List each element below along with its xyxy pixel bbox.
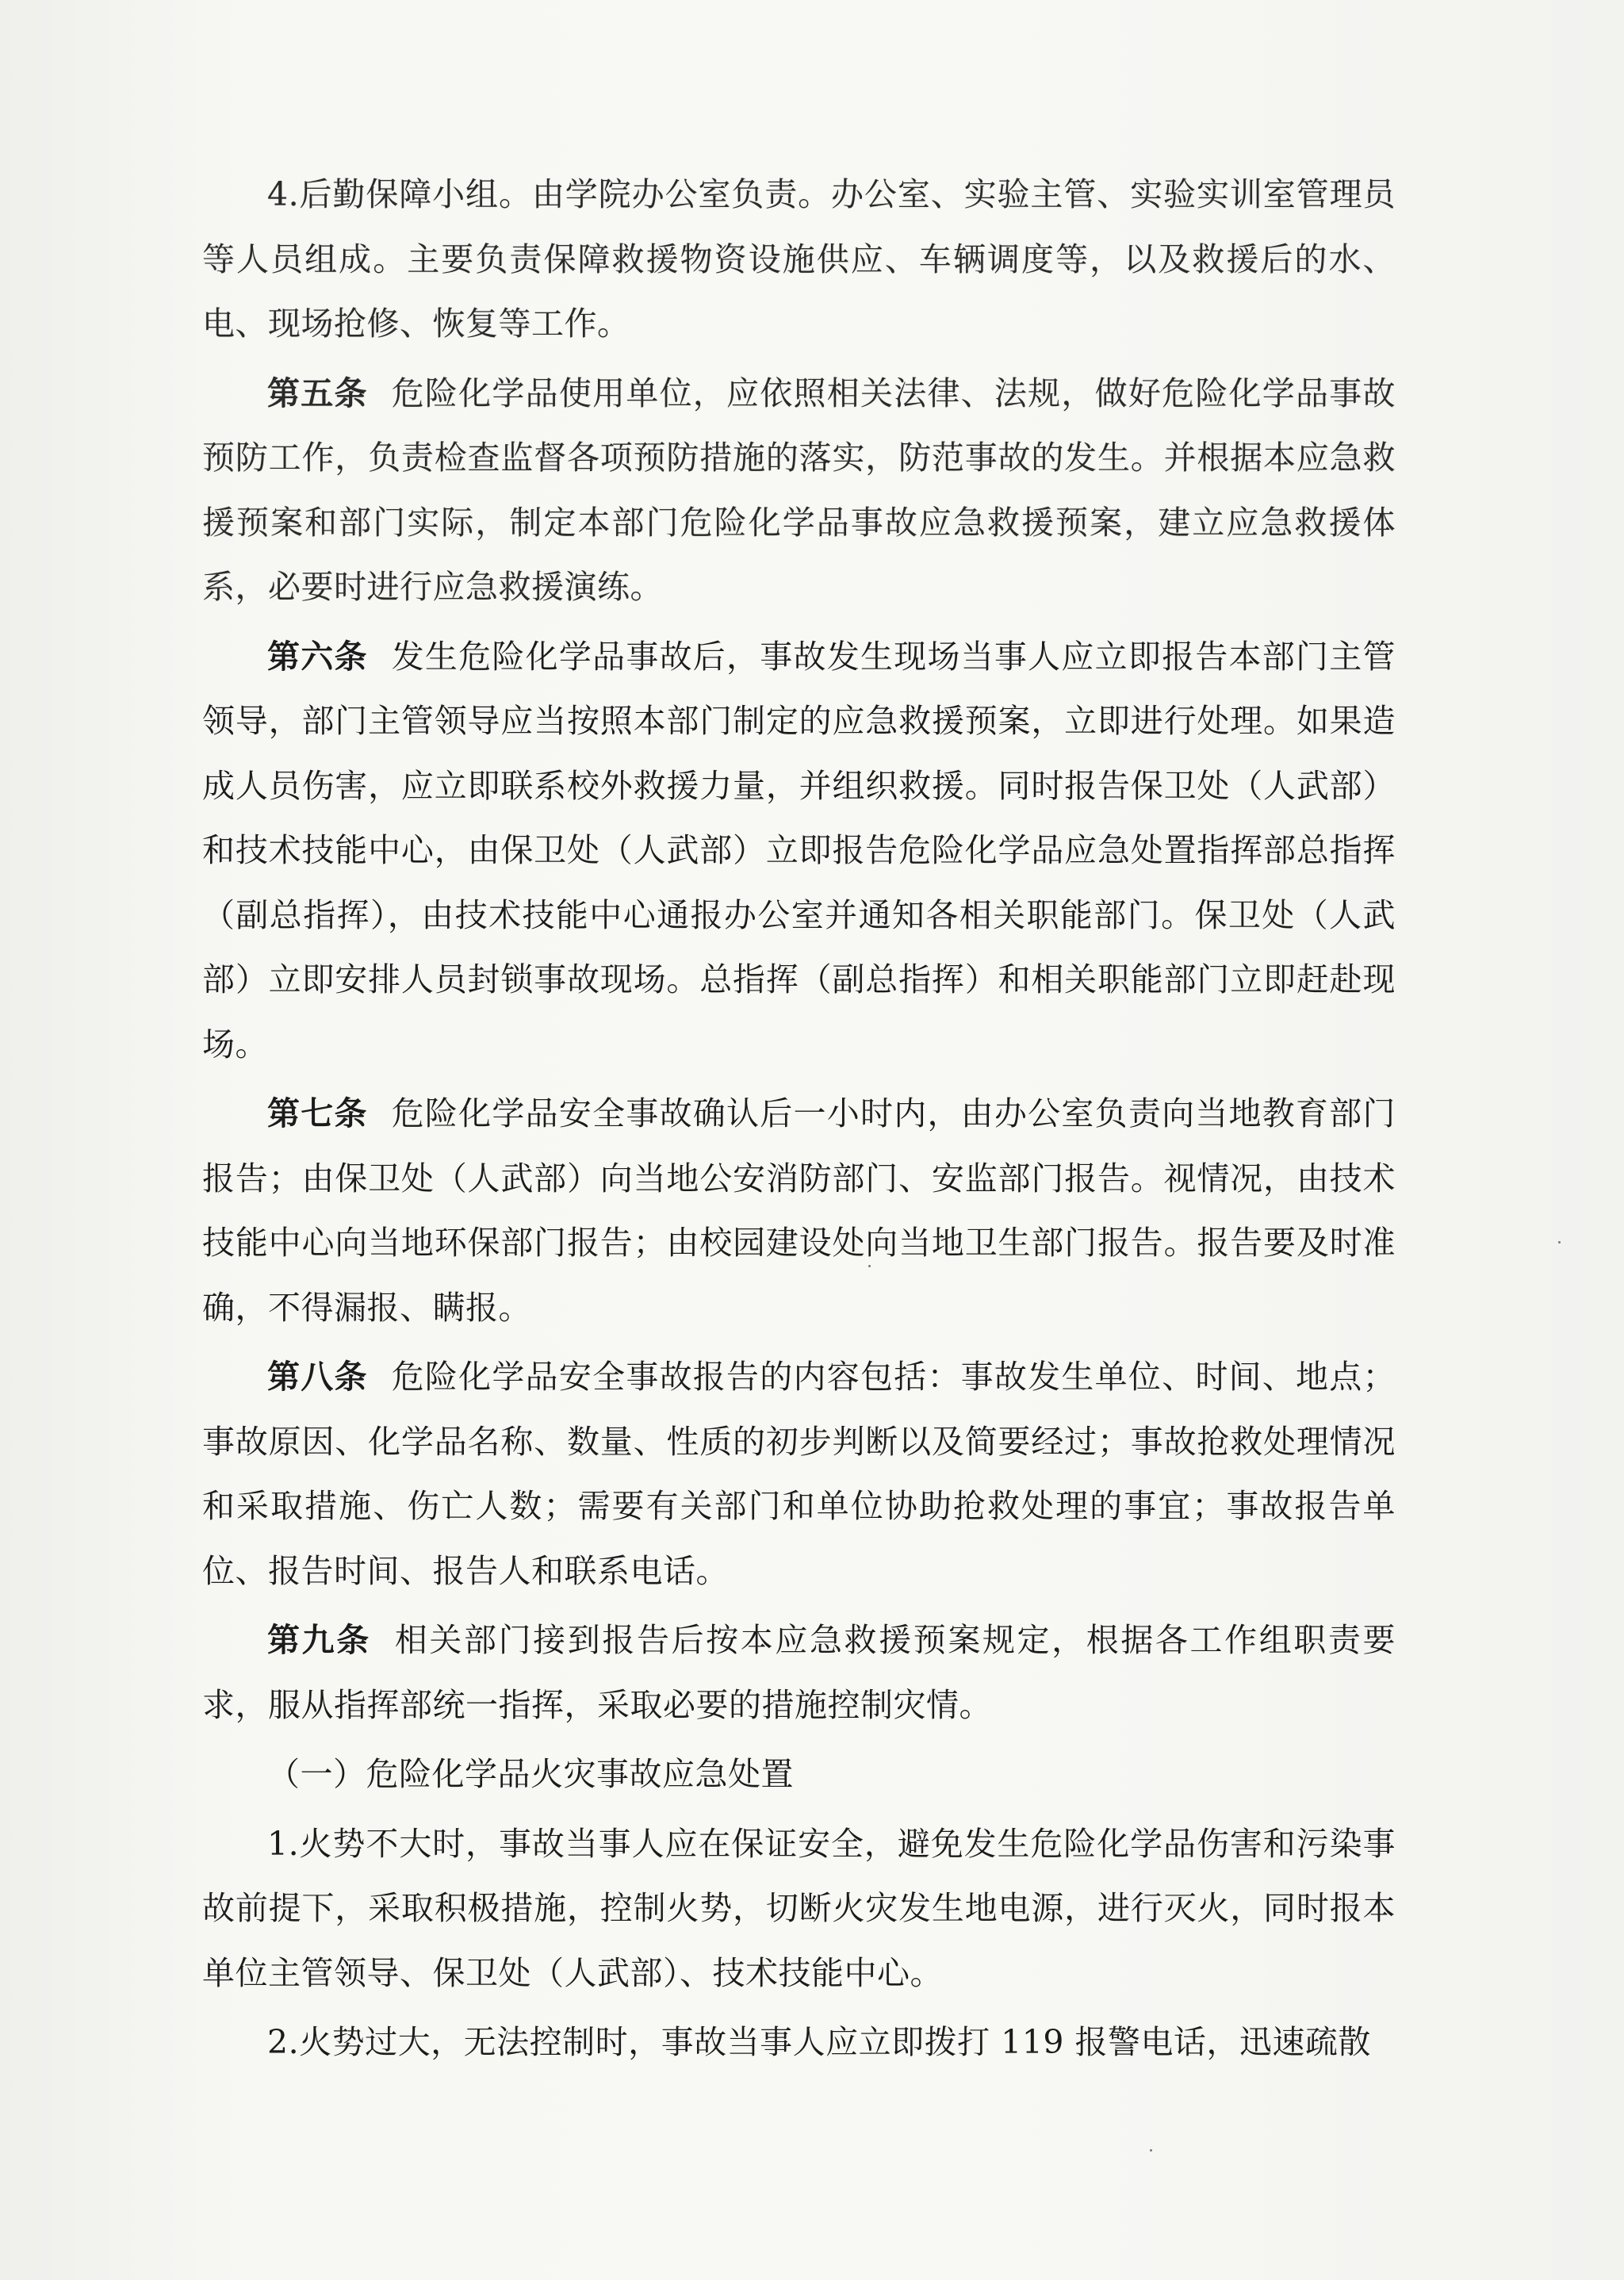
article-heading: 第六条 bbox=[267, 637, 368, 676]
section-title: （一）危险化学品火灾事故应急处置 bbox=[267, 1755, 794, 1793]
article-7 bbox=[202, 1082, 1396, 1340]
paragraph-logistics-group bbox=[202, 163, 1396, 357]
list-item-text: 2.火势过大，无法控制时，事故当事人应立即拨打 119 报警电话，迅速疏散 bbox=[267, 2023, 1371, 2061]
article-8 bbox=[202, 1345, 1396, 1604]
article-text: 危险化学品安全事故确认后一小时内，由办公室负责向当地教育部门报告；由保卫处（人武部）向当地公安消防部门、安监部门报告。视情况，由技术技能中心向当地环保部门报告；由校园建设处向当地卫生部门报告。报告要及时准确，不得漏报、瞒报。 bbox=[202, 1094, 1396, 1327]
article-heading: 第九条 bbox=[267, 1621, 371, 1659]
article-heading: 第七条 bbox=[267, 1094, 368, 1132]
section-heading-fire bbox=[202, 1742, 1396, 1807]
scan-speck bbox=[1558, 1241, 1561, 1243]
article-text: 相关部门接到报告后按本应急救援预案规定，根据各工作组职责要求，服从指挥部统一指挥，采取必要的措施控制灾情。 bbox=[202, 1621, 1396, 1724]
list-item-2 bbox=[202, 2010, 1396, 2075]
list-item-text: 1.火势不大时，事故当事人应在保证安全，避免发生危险化学品伤害和污染事故前提下，采取积极措施，控制火势，切断火灾发生地电源，进行灭火，同时报本单位主管领导、保卫处（人武部）、技术技能中心。 bbox=[202, 1824, 1396, 1992]
article-heading: 第五条 bbox=[267, 374, 368, 412]
list-item-1 bbox=[202, 1812, 1396, 2006]
article-5 bbox=[202, 362, 1396, 620]
scan-speck bbox=[868, 1265, 871, 1267]
document-body bbox=[202, 163, 1396, 2080]
article-text: 危险化学品使用单位，应依照相关法律、法规，做好危险化学品事故预防工作，负责检查监督各项预防措施的落实，防范事故的发生。并根据本应急救援预案和部门实际，制定本部门危险化学品事故应急救援预案，建立应急救援体系，必要时进行应急救援演练。 bbox=[202, 374, 1396, 606]
article-text: 危险化学品安全事故报告的内容包括：事故发生单位、时间、地点；事故原因、化学品名称、数量、性质的初步判断以及简要经过；事故抢救处理情况和采取措施、伤亡人数；需要有关部门和单位协助抢救处理的事宜；事故报告单位、报告时间、报告人和联系电话。 bbox=[202, 1358, 1396, 1590]
scan-speck bbox=[1150, 2149, 1152, 2152]
article-6 bbox=[202, 625, 1396, 1078]
article-text: 发生危险化学品事故后，事故发生现场当事人应立即报告本部门主管领导，部门主管领导应当按照本部门制定的应急救援预案，立即进行处理。如果造成人员伤害，应立即联系校外救援力量，并组织救援。同时报告保卫处（人武部）和技术技能中心，由保卫处（人武部）立即报告危险化学品应急处置指挥部总指挥（副总指挥），由技术技能中心通报办公室并通知各相关职能部门。保卫处（人武部）立即安排人员封锁事故现场。总指挥（副总指挥）和相关职能部门立即赶赴现场。 bbox=[202, 637, 1396, 1063]
article-9 bbox=[202, 1608, 1396, 1738]
paragraph-text: 4.后勤保障小组。由学院办公室负责。办公室、实验主管、实验实训室管理员等人员组成。主要负责保障救援物资设施供应、车辆调度等，以及救援后的水、电、现场抢修、恢复等工作。 bbox=[202, 175, 1396, 343]
article-heading: 第八条 bbox=[267, 1358, 368, 1396]
